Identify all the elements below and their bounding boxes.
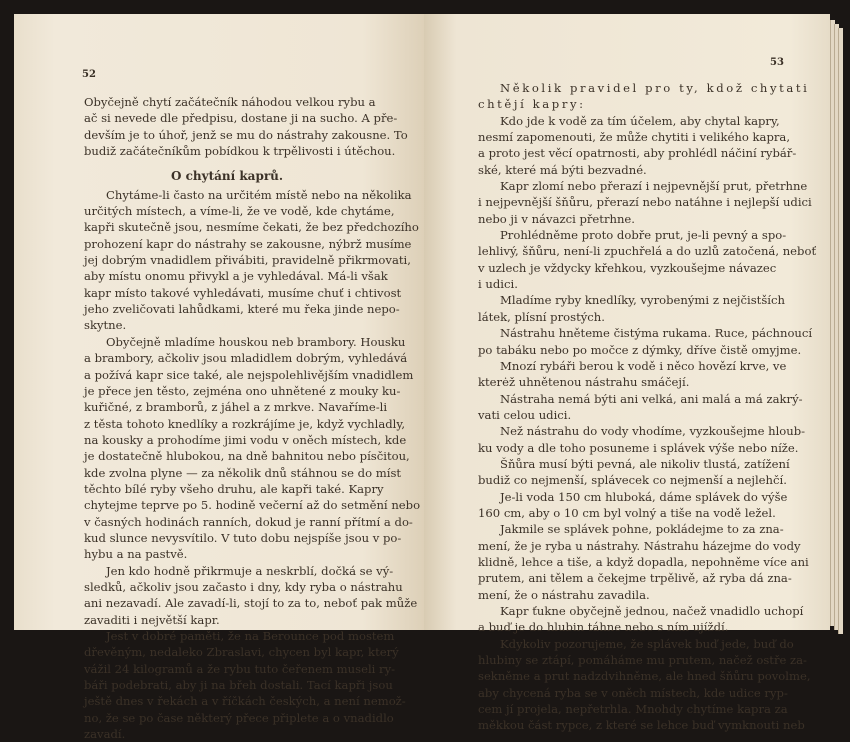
paragraph: [478, 325, 813, 358]
text-line: Chytáme-li často na určitém místě nebo na několika: [106, 187, 412, 202]
text-line: Kdo jde k vodě za tím účelem, aby chytal kapry,: [500, 113, 780, 128]
text-line: látek, plísní prostých.: [478, 309, 605, 324]
text-line: Než nástrahu do vody vhodíme, vyzkoušejme hloub-: [500, 424, 806, 439]
text-line: v uzlech je vždycky křehkou, vyzkoušejme návazec: [478, 260, 777, 275]
text-line: Jen kdo hodně přikrmuje a neskrblí, dočká se vý-: [106, 563, 394, 578]
paragraph: [84, 94, 408, 159]
text-line: je dostatečně hlubokou, na dně bahnitou nebo písčitou,: [84, 449, 410, 464]
text-line: v časných hodinách ranních, dokud je ranní přítmí a do-: [84, 514, 413, 529]
text-line: zavadí.: [84, 727, 126, 742]
text-line: z těsta tohoto knedlíky a rozkrájíme je, když vychladly,: [84, 416, 406, 431]
text-line: báři podebrati, aby ji na břeh dostali. Tací kapři jsou: [84, 678, 393, 693]
paragraph: [478, 603, 804, 636]
paragraph: [478, 80, 810, 113]
text-line: lehlivý, šňůru, není-li zpuchřelá a do uzlů zatočená, neboť: [478, 244, 817, 259]
text-line: i udici.: [478, 277, 518, 292]
text-line: je přece jen těsto, zejména ono uhnětené z mouky ku-: [84, 383, 401, 398]
text-line: skytne.: [84, 318, 127, 333]
text-line: kud slunce nevysvítilo. V tuto dobu nejspíše jsou v po-: [84, 530, 402, 545]
text-line: Prohlédněme proto dobře prut, je-li pevný a spo-: [500, 228, 787, 243]
page-number: 53: [770, 57, 784, 68]
paragraph: [478, 227, 817, 292]
text-line: po tabáku nebo po močce z dýmky, dříve čistě omyjme.: [478, 342, 802, 357]
text-line: ani nezavadí. Ale zavadí-li, stojí to za to, neboť pak může: [84, 596, 418, 611]
paragraph: [478, 636, 811, 734]
text-line: Šňůra musí býti pevná, ale nikoliv tlustá, zatížení: [500, 456, 790, 471]
text-line: no, že se po čase některý přece připlete a o vnadidlo: [84, 710, 394, 725]
text-line: nebo ji v návazci přetrhne.: [478, 211, 635, 226]
text-line: aby chycená ryba se v oněch místech, kde udice ryp-: [478, 685, 788, 700]
text-line: určitých místech, a víme-li, že ve vodě, kde chytáme,: [84, 204, 395, 219]
paragraph: [478, 423, 806, 456]
text-line: Obyčejně mladíme houskou neb brambory. Housku: [106, 334, 406, 349]
text-line: Nástraha nemá býti ani velká, ani malá a má zakrý-: [500, 391, 803, 406]
paragraph: [478, 521, 809, 603]
text-line: na kousky a prohodíme jimi vodu v oněch místech, kde: [84, 432, 407, 447]
text-line: aby místu onomu přivykl a je vyhledával. Má-li však: [84, 269, 388, 284]
text-line: ské, které má býti bezvadné.: [478, 162, 647, 177]
text-line: nesmí zapomenouti, že může chytiti i velikého kapra,: [478, 130, 791, 145]
text-line: vážil 24 kilogramů a že rybu tuto čeřenem museli ry-: [84, 661, 396, 676]
text-line: budiž co nejmenší, splávecek co nejmenší a nejlehčí.: [478, 473, 787, 488]
text-line: jeho zveličovati lahůdkami, které mu řeka jinde nepo-: [84, 302, 400, 317]
text-line: dřevěným, nedaleko Zbraslavi, chycen byl kapr, který: [84, 645, 399, 660]
paragraph: [478, 358, 787, 391]
text-line: mení, že o nástrahu zavadila.: [478, 587, 650, 602]
text-line: těchto bílé ryby všeho druhu, ale kapři také. Kapry: [84, 481, 384, 496]
paragraph: [84, 334, 421, 563]
text-line: kde zvolna plyne — za několik dnů stáhnou se do míst: [84, 465, 402, 480]
text-line: sekněme a prut nadzdvihněme, ale hned šňůru povolme,: [478, 669, 811, 684]
text-line: Mnozí rybáři berou k vodě i něco hovězí krve, ve: [500, 358, 787, 373]
text-line: Kdykoliv pozorujeme, že splávek buď jede, buď do: [500, 636, 794, 651]
text-line: Obyčejně chytí začátečník náhodou velkou rybu a: [84, 95, 376, 109]
text-line: cem jí projela, nepřetrhla. Mnohdy chytíme kapra za: [478, 702, 788, 717]
text-line: hybu a na pastvě.: [84, 547, 188, 562]
text-line: Mladíme ryby knedlíky, vyrobenými z nejčistších: [500, 293, 785, 308]
text-line: sledků, ačkoliv jsou začasto i dny, kdy ryba o nástrahu: [84, 579, 403, 594]
text-line: jej dobrým vnadidlem přivábiti, pravidelně přikrmovati,: [84, 253, 411, 268]
text-line: kapr místo takové vyhledávati, musíme chuť i chtivost: [84, 285, 402, 300]
text-line: a proto jest věcí opatrnosti, aby prohlédl náčiní rybář-: [478, 146, 797, 161]
page-edge: [838, 28, 843, 634]
text-line: ku vody a dle toho posuneme i splávek výše nebo níže.: [478, 440, 799, 455]
text-line: klidně, lehce a tiše, a když dopadla, nepohněme více ani: [478, 554, 809, 569]
paragraph: [478, 178, 812, 227]
right-page: [424, 14, 830, 733]
paragraph: [84, 187, 419, 334]
paragraph: [84, 628, 406, 742]
text-line: budiž začátečníkům pobídkou k trpělivosti i útěchou.: [84, 144, 396, 159]
text-line: měkkou část rypce, z které se lehce buď vymknouti neb: [478, 718, 805, 733]
page-number: 52: [82, 69, 96, 80]
text-line: chytejme teprve po 5. hodině večerní až do setmění nebo: [84, 498, 421, 513]
paragraph: [478, 391, 803, 424]
text-line: Je-li voda 150 cm hluboká, dáme splávek do výše: [500, 489, 788, 504]
text-line: kuřičné, z bramborů, z jáhel a z mrkve. Navaříme-li: [84, 400, 388, 415]
paragraph: [478, 113, 797, 178]
text-line: mení, že je ryba u nástrahy. Nástrahu házejme do vody: [478, 538, 801, 553]
text-line: Několik pravidel pro ty, kdož chytati: [500, 81, 810, 95]
text-line: kterėž uhnětenou nástrahu smáčejí.: [478, 375, 690, 390]
text-line: Jest v dobré paměti, že na Berounce pod mostem: [106, 629, 395, 643]
text-line: prutem, ani tělem a čekejme trpělivě, až ryba dá zna-: [478, 571, 792, 586]
paragraph: [478, 456, 790, 489]
text-line: i nejpevnější šňůru, přerazí nebo natáhne i nejlepší udici: [478, 195, 812, 210]
text-line: vati celou udici.: [478, 407, 572, 422]
paragraph: [84, 563, 418, 628]
text-line: prohození kapr do nástrahy se zakousne, nýbrž musíme: [84, 236, 412, 251]
text-line: ještě dnes v řekách a v říčkách českých, a není nemož-: [84, 694, 406, 709]
text-line: a brambory, ačkoliv jsou mladidlem dobrým, vyhledává: [84, 351, 408, 366]
text-line: zavaditi i největší kapr.: [84, 612, 220, 627]
paragraph: [478, 292, 785, 325]
left-page: [14, 14, 424, 742]
text-line: Kapr ťukne obyčejně jednou, načež vnadidlo uchopí: [500, 604, 804, 618]
left-page-text: [84, 94, 421, 742]
text-line: ač si nevede dle předpisu, dostane ji na sucho. A pře-: [84, 111, 398, 126]
text-line: hlubiny se ztápí, pomáháme mu prutem, načež ostře za-: [478, 653, 807, 668]
text-line: a požívá kapr sice také, ale nejspolehlivějším vnadidlem: [84, 367, 414, 382]
text-line: Nástrahu hněteme čistýma rukama. Ruce, páchnoucí: [500, 326, 813, 341]
text-line: a buď je do hlubin táhne nebo s ním ujíždí.: [478, 620, 729, 635]
paragraph: [478, 489, 788, 522]
text-line: 160 cm, aby o 10 cm byl volný a tiše na vodě ležel.: [478, 505, 776, 520]
text-line: Jakmile se splávek pohne, pokládejme to za zna-: [500, 522, 784, 537]
text-line: devším je to úhoř, jenž se mu do nástrahy zakousne. To: [84, 127, 408, 142]
text-line: Kapr zlomí nebo přerazí i nejpevnější prut, přetrhne: [500, 179, 808, 194]
text-line: kapři skutečně jsou, nesmíme čekati, že bez předchozího: [84, 220, 419, 235]
section-heading: O chytání kaprů.: [170, 169, 284, 184]
text-line: chtějí kapry:: [478, 97, 586, 112]
